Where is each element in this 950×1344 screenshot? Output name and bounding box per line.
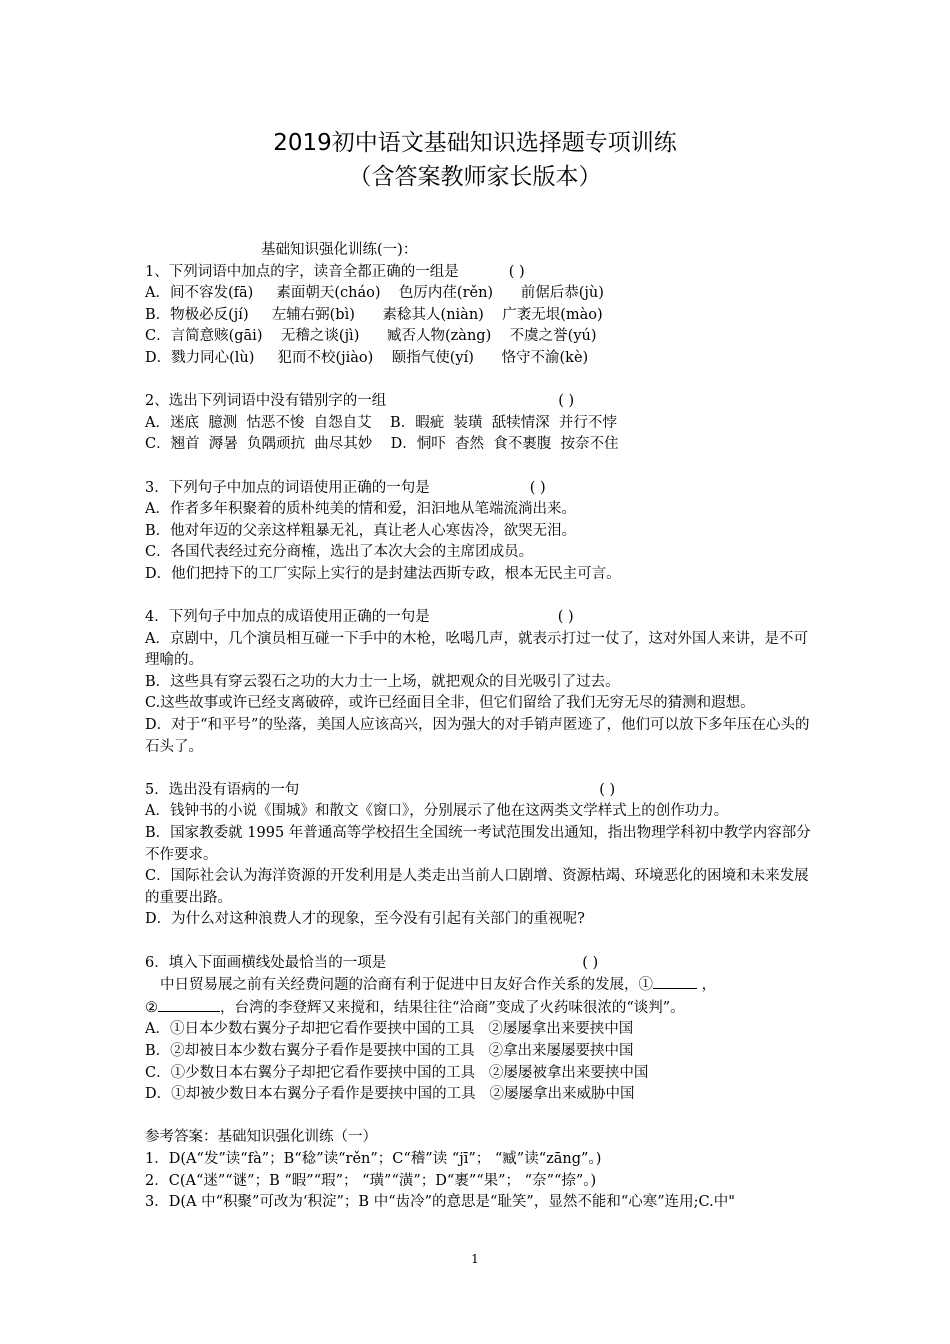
- document-body: [145, 240, 813, 1214]
- question-3-stem: 3．下列句子中加点的词语使用正确的一句是 ( ): [145, 479, 546, 496]
- blank-1: [653, 974, 697, 989]
- question-4-option-c: C.这些故事或许已经支离破碎，或许已经面目全非，但它们留给了我们无穷无尽的猜测和遐想。: [145, 695, 755, 712]
- blank-2: [158, 997, 220, 1012]
- document-title: 2019初中语文基础知识选择题专项训练: [273, 130, 677, 156]
- question-2-option-cd: C．翘首 溽暑 负隅顽抗 曲尽其妙 D．恫吓 杳然 食不裹腹 按奈不住: [145, 436, 619, 453]
- answer-paren: ( ): [529, 479, 546, 496]
- answer-paren: ( ): [557, 609, 574, 626]
- question-5-option-d: D．为什么对这种浪费人才的现象，至今没有引起有关部门的重视呢?: [145, 911, 585, 928]
- answer-2: 2．C(A“迷”“谜”；B “暇”“瑕”； “璜”“潢”；D“裹”“果”； “奈”“捺”。): [145, 1172, 597, 1189]
- question-6-option-b: B．②却被日本少数右翼分子看作是要挟中国的工具 ②拿出来屡屡要挟中国: [145, 1042, 634, 1059]
- question-6-option-d: D．①却被少数日本右翼分子看作是要挟中国的工具 ②屡屡拿出来威胁中国: [145, 1086, 635, 1103]
- answer-paren: ( ): [558, 393, 575, 410]
- question-6-option-a: A．①日本少数右翼分子却把它看作要挟中国的工具 ②屡屡拿出来要挟中国: [145, 1021, 634, 1038]
- question-6-passage-line-1: 中日贸易展之前有关经费问题的洽商有利于促进中日友好合作关系的发展，① ，: [145, 974, 813, 997]
- question-4-stem: 4．下列句子中加点的成语使用正确的一句是 ( ): [145, 609, 574, 626]
- question-3-option-d: D．他们把持下的工厂实际上实行的是封建法西斯专政，根本无民主可言。: [145, 565, 621, 582]
- question-1-stem: 1、下列词语中加点的字，读音全都正确的一组是 ( ): [145, 263, 525, 280]
- answer-paren: ( ): [582, 954, 599, 971]
- question-5-option-c: C．国际社会认为海洋资源的开发利用是人类走出当前人口剧增、资源枯竭、环境恶化的困境和未来发展的重要出路。: [145, 868, 809, 906]
- question-6-option-c: C．①少数日本右翼分子却把它看作要挟中国的工具 ②屡屡被拿出来要挟中国: [145, 1064, 649, 1081]
- question-1-option-a: A．间不容发(fā) 素面朝天(cháo) 色厉内荏(rěn) 前倨后恭(jù): [145, 285, 604, 302]
- answer-paren: ( ): [599, 781, 616, 798]
- question-6-passage-line-2: ② ，台湾的李登辉又来搅和，结果往往“洽商”变成了火药味很浓的“谈判”。: [145, 997, 813, 1020]
- question-4-option-b: B．这些具有穿云裂石之功的大力士一上场，就把观众的目光吸引了过去。: [145, 673, 620, 690]
- answers-heading: 参考答案：基础知识强化训练（一）: [145, 1129, 377, 1146]
- question-1-option-c: C．言简意赅(gāi) 无稽之谈(jì) 臧否人物(zàng) 不虞之誉(yú): [145, 328, 597, 345]
- question-2-option-ab: A．迷底 臆测 怙恶不悛 自怨自艾 B．暇疵 装璜 舐犊情深 并行不悖: [145, 414, 617, 431]
- question-3-option-c: C．各国代表经过充分商榷，选出了本次大会的主席团成员。: [145, 544, 534, 561]
- question-1-option-d: D．戮力同心(lù) 犯而不校(jiào) 颐指气使(yí) 恪守不渝(kè): [145, 349, 589, 366]
- question-3-option-b: B．他对年迈的父亲这样粗暴无礼，真让老人心寒齿冷，欲哭无泪。: [145, 522, 577, 539]
- question-5-option-a: A．钱钟书的小说《围城》和散文《窗口》，分别展示了他在这两类文学样式上的创作功力。: [145, 803, 729, 820]
- question-4-option-a: A．京剧中，几个演员相互碰一下手中的木枪，吆喝几声，就表示打过一仗了，这对外国人来讲，是不可理喻的。: [145, 630, 808, 669]
- question-1-option-b: B．物极必反(jí) 左辅右弼(bì) 素稔其人(niàn) 广袤无垠(mào): [145, 306, 603, 323]
- document-subtitle: （含答案教师家长版本）: [348, 164, 602, 190]
- question-2-stem: 2、选出下列词语中没有错别字的一组 ( ): [145, 393, 575, 410]
- question-5-stem: 5．选出没有语病的一句 ( ): [145, 781, 616, 798]
- section-heading: 基础知识强化训练(一)：: [261, 242, 418, 258]
- answer-3: 3．D(A 中“积聚”可改为‘积淀”；B 中“齿冷”的意思是“耻笑”，显然不能和“心寒”连用;C.中": [145, 1194, 735, 1211]
- question-5-option-b: B．国家教委就 1995 年普通高等学校招生全国统一考试范围发出通知，指出物理学科初中教学内容部分不作要求。: [145, 825, 811, 863]
- answer-1: 1．D(A“发”读“fà”；B“稔”读“rěn”；C“稽”读 “jī”； “臧”读“zāng”。): [145, 1150, 602, 1167]
- page-number: 1: [471, 1252, 479, 1266]
- question-4-option-d: D．对于“和平号”的坠落，美国人应该高兴，因为强大的对手销声匿迹了，他们可以放下多年压在心头的石头了。: [145, 717, 810, 755]
- answer-paren: ( ): [508, 263, 525, 280]
- question-3-option-a: A．作者多年积聚着的质朴纯美的情和爱，汩汩地从笔端流淌出来。: [145, 501, 576, 518]
- question-6-stem: 6．填入下面画横线处最恰当的一项是 ( ): [145, 954, 599, 971]
